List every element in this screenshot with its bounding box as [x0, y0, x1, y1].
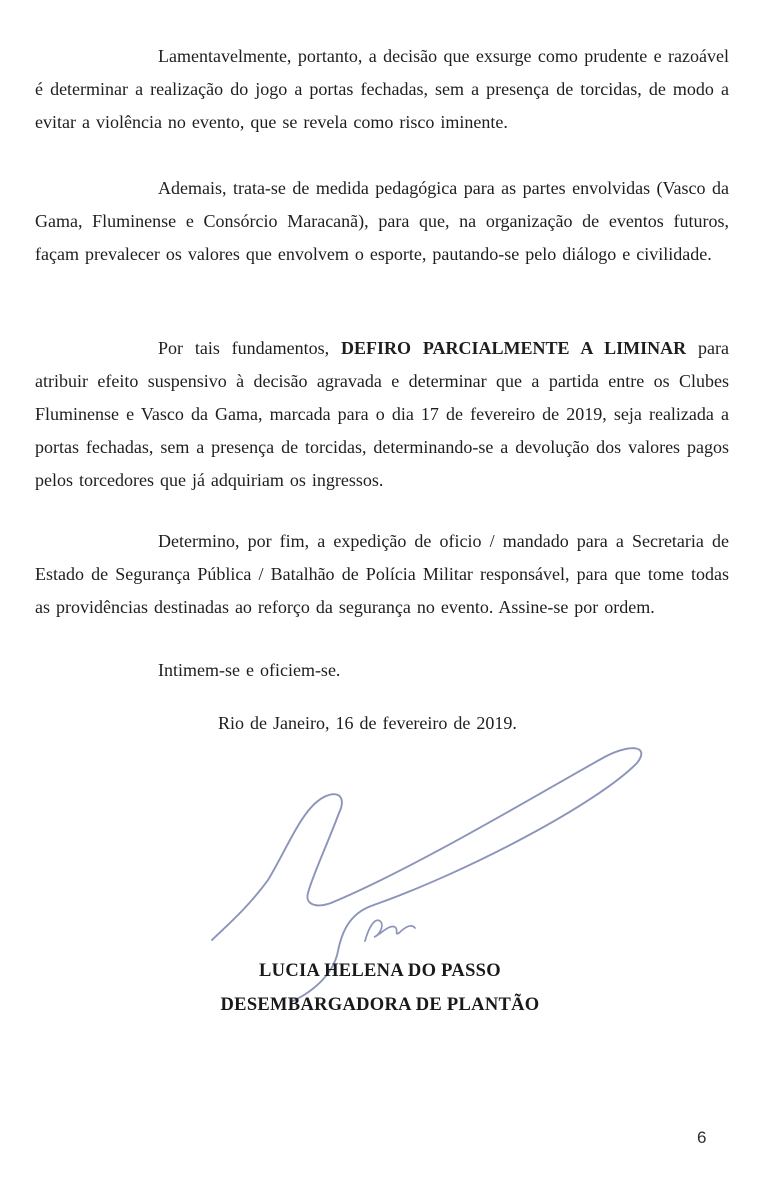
paragraph-security-order: Determino, por fim, a expedição de oficio / mandado para a Secretaria de Estado de Segurança Pública / Batalhão de Polícia Militar responsável, para que tome todas as providências destinadas ao reforço da segurança no evento. Assine-se por ordem. [35, 531, 729, 617]
page-number: 6 [697, 1128, 707, 1147]
signatory-name: LUCIA HELENA DO PASSO [259, 961, 501, 981]
ruling-lead-text: Por tais fundamentos, [158, 338, 341, 358]
ruling-bold-text: DEFIRO PARCIALMENTE A LIMINAR [340, 338, 687, 358]
paragraph-ruling [35, 332, 729, 497]
paragraph-prudent-decision: Lamentavelmente, portanto, a decisão que exsurge como prudente e razoável é determinar a realização do jogo a portas fechadas, sem a presença de torcidas, de modo a evitar a violência no evento, que se revela como risco iminente. [35, 46, 729, 132]
dateline: Rio de Janeiro, 16 de fevereiro de 2019. [218, 713, 517, 733]
paragraph-notify-order: Intimem-se e oficiem-se. [158, 660, 341, 680]
signature-flourish-stroke [365, 920, 415, 941]
signatory-role: DESEMBARGADORA DE PLANTÃO [220, 995, 540, 1015]
ruling-rest-text: para atribuir efeito suspensivo à decisão agravada e determinar que a partida entre os Clubes Fluminense e Vasco da Gama, marcada para o dia 17 de fevereiro de 2019, seja realizada a portas fechadas, sem a presença de torcidas, determinando-se a devolução dos valores pagos pelos torcedores que já adquiriam os ingressos. [35, 338, 729, 490]
paragraph-pedagogical-measure: Ademais, trata-se de medida pedagógica para as partes envolvidas (Vasco da Gama, Fluminense e Consórcio Maracanã), para que, na organização de eventos futuros, façam prevalecer os valores que envolvem o esporte, pautando-se pelo diálogo e civilidade. [35, 178, 729, 264]
